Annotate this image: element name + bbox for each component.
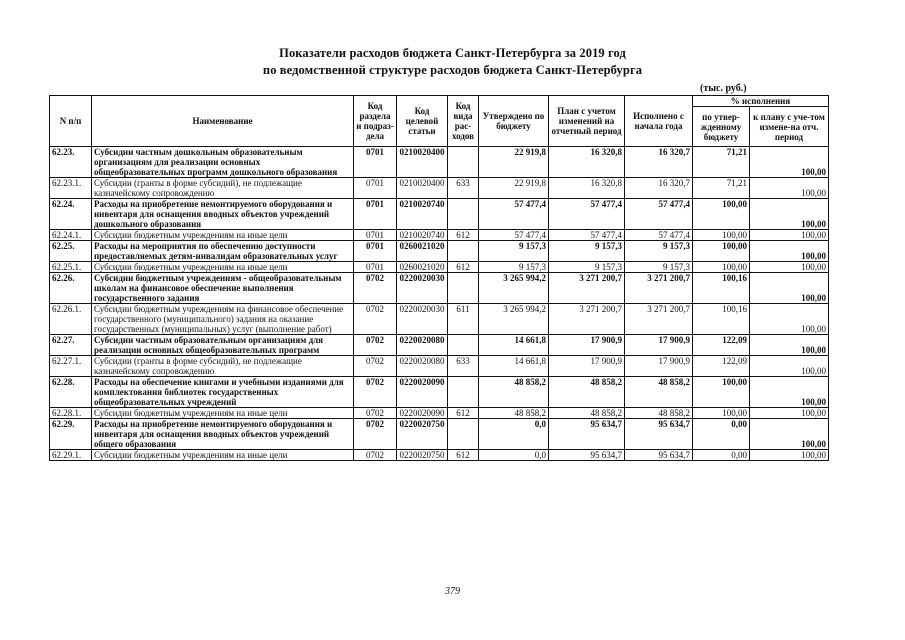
- row-section-code: 0701: [354, 178, 397, 199]
- row-plan: 17 900,9: [549, 335, 625, 356]
- row-executed: 9 157,3: [625, 241, 693, 262]
- row-section-code: 0702: [354, 273, 397, 304]
- row-target-code: 0220020080: [397, 335, 448, 356]
- row-approved: 48 858,2: [479, 377, 549, 408]
- row-approved: 14 661,8: [479, 335, 549, 356]
- row-target-code: 0220020750: [397, 450, 448, 461]
- budget-table: [49, 95, 829, 461]
- row-executed: 16 320,7: [625, 178, 693, 199]
- row-name: Расходы на мероприятия по обеспечению доступности предоставляемых детям-инвалидам образовательных услуг: [92, 241, 354, 262]
- header-pct-approved: по утвер-жденному бюджету: [693, 107, 750, 147]
- row-number: 62.24.1.: [50, 230, 92, 241]
- row-pct-approved: 100,16: [693, 273, 750, 304]
- row-approved: 57 477,4: [479, 230, 549, 241]
- row-pct-approved: 71,21: [693, 147, 750, 178]
- row-plan: 3 271 200,7: [549, 273, 625, 304]
- row-section-code: 0702: [354, 419, 397, 450]
- row-executed: 16 320,7: [625, 147, 693, 178]
- row-plan: 95 634,7: [549, 419, 625, 450]
- row-approved: 0,0: [479, 419, 549, 450]
- row-pct-approved: 100,00: [693, 199, 750, 230]
- units-label: (тыс. руб.): [700, 83, 747, 94]
- row-target-code: 0260021020: [397, 262, 448, 273]
- row-section-code: 0702: [354, 335, 397, 356]
- row-plan: 95 634,7: [549, 450, 625, 461]
- row-type-code: [448, 241, 479, 262]
- row-pct-plan: 100,00: [750, 419, 829, 450]
- row-plan: 16 320,8: [549, 178, 625, 199]
- page-number: 379: [445, 586, 460, 597]
- report-title-line-2: по ведомственной структуре расходов бюджета Санкт-Петербурга: [262, 63, 643, 77]
- row-pct-approved: 122,09: [693, 335, 750, 356]
- row-type-code: [448, 377, 479, 408]
- row-section-code: 0702: [354, 377, 397, 408]
- row-pct-plan: 100,00: [750, 335, 829, 356]
- row-pct-approved: 100,00: [693, 262, 750, 273]
- row-target-code: 0220020090: [397, 377, 448, 408]
- table-row: [50, 273, 829, 304]
- table-row: [50, 450, 829, 461]
- row-executed: 95 634,7: [625, 450, 693, 461]
- row-number: 62.24.: [50, 199, 92, 230]
- row-number: 62.25.1.: [50, 262, 92, 273]
- table-row: [50, 147, 829, 178]
- row-target-code: 0220020080: [397, 356, 448, 377]
- row-approved: 9 157,3: [479, 241, 549, 262]
- row-target-code: 0220020030: [397, 304, 448, 335]
- row-plan: 9 157,3: [549, 262, 625, 273]
- row-executed: 95 634,7: [625, 419, 693, 450]
- row-number: 62.27.1.: [50, 356, 92, 377]
- row-section-code: 0701: [354, 230, 397, 241]
- row-name: Расходы на обеспечение книгами и учебными изданиями для комплектования библиотек государственных общеобразовательных учреждений: [92, 377, 354, 408]
- row-plan: 9 157,3: [549, 241, 625, 262]
- row-pct-plan: 100,00: [750, 262, 829, 273]
- row-target-code: 0220020750: [397, 419, 448, 450]
- row-executed: 17 900,9: [625, 335, 693, 356]
- table-row: [50, 241, 829, 262]
- row-plan: 57 477,4: [549, 199, 625, 230]
- table-body: [50, 147, 829, 461]
- row-target-code: 0210020400: [397, 147, 448, 178]
- row-name: Субсидии бюджетным учреждениям на финансовое обеспечение государственного (муниципального) задания на оказание государственных (муниципальных) услуг (выполнение работ): [92, 304, 354, 335]
- row-executed: 57 477,4: [625, 230, 693, 241]
- row-pct-plan: 100,00: [750, 377, 829, 408]
- row-section-code: 0701: [354, 241, 397, 262]
- table-row: [50, 377, 829, 408]
- row-target-code: 0210020400: [397, 178, 448, 199]
- row-approved: 57 477,4: [479, 199, 549, 230]
- table-row: [50, 230, 829, 241]
- row-executed: 48 858,2: [625, 408, 693, 419]
- row-name: Субсидии бюджетным учреждениям на иные цели: [92, 450, 354, 461]
- header-percent: % исполнения: [693, 96, 829, 107]
- header-pct-plan: к плану с уче-том измене-на отч. период: [750, 107, 829, 147]
- row-approved: 14 661,8: [479, 356, 549, 377]
- row-plan: 48 858,2: [549, 377, 625, 408]
- table-row: [50, 262, 829, 273]
- row-section-code: 0702: [354, 356, 397, 377]
- row-number: 62.26.: [50, 273, 92, 304]
- row-target-code: 0220020030: [397, 273, 448, 304]
- table-row: [50, 178, 829, 199]
- row-pct-approved: 0,00: [693, 419, 750, 450]
- row-pct-plan: 100,00: [750, 408, 829, 419]
- row-pct-approved: 100,00: [693, 241, 750, 262]
- row-number: 62.23.1.: [50, 178, 92, 199]
- row-target-code: 0210020740: [397, 230, 448, 241]
- row-executed: 3 271 200,7: [625, 304, 693, 335]
- row-section-code: 0702: [354, 450, 397, 461]
- row-number: 62.29.1.: [50, 450, 92, 461]
- header-target: Код целевой статьи: [397, 96, 448, 147]
- row-pct-plan: 100,00: [750, 356, 829, 377]
- row-plan: 3 271 200,7: [549, 304, 625, 335]
- row-executed: 17 900,9: [625, 356, 693, 377]
- row-pct-plan: 100,00: [750, 241, 829, 262]
- header-type: Код вида рас-ходов: [448, 96, 479, 147]
- row-pct-approved: 100,16: [693, 304, 750, 335]
- row-section-code: 0701: [354, 262, 397, 273]
- row-number: 62.28.: [50, 377, 92, 408]
- row-plan: 16 320,8: [549, 147, 625, 178]
- row-name: Субсидии (гранты в форме субсидий), не подлежащие казначейскому сопровождению: [92, 178, 354, 199]
- row-pct-plan: 100,00: [750, 199, 829, 230]
- row-pct-plan: 100,00: [750, 273, 829, 304]
- row-number: 62.27.: [50, 335, 92, 356]
- row-section-code: 0702: [354, 408, 397, 419]
- row-target-code: 0210020740: [397, 199, 448, 230]
- row-type-code: 612: [448, 450, 479, 461]
- row-pct-approved: 71,21: [693, 178, 750, 199]
- row-pct-approved: 122,09: [693, 356, 750, 377]
- table-row: [50, 419, 829, 450]
- row-number: 62.25.: [50, 241, 92, 262]
- row-plan: 48 858,2: [549, 408, 625, 419]
- table-row: [50, 356, 829, 377]
- row-pct-approved: 100,00: [693, 230, 750, 241]
- row-executed: 48 858,2: [625, 377, 693, 408]
- row-type-code: 612: [448, 230, 479, 241]
- row-approved: 22 919,8: [479, 147, 549, 178]
- row-section-code: 0702: [354, 304, 397, 335]
- table-row: [50, 304, 829, 335]
- row-target-code: 0220020090: [397, 408, 448, 419]
- row-executed: 9 157,3: [625, 262, 693, 273]
- row-pct-approved: 0,00: [693, 450, 750, 461]
- row-type-code: [448, 273, 479, 304]
- row-name: Субсидии бюджетным учреждениям на иные цели: [92, 408, 354, 419]
- row-pct-plan: 100,00: [750, 304, 829, 335]
- header-approved: Утверждено по бюджету: [479, 96, 549, 147]
- table-row: [50, 408, 829, 419]
- row-executed: 3 271 200,7: [625, 273, 693, 304]
- row-pct-plan: 100,00: [750, 147, 829, 178]
- row-name: Субсидии частным дошкольным образовательным организациям для реализации основных общеобразовательных программ дошкольного образования: [92, 147, 354, 178]
- row-pct-plan: 100,00: [750, 450, 829, 461]
- row-section-code: 0701: [354, 147, 397, 178]
- row-plan: 17 900,9: [549, 356, 625, 377]
- header-name: Наименование: [92, 96, 354, 147]
- row-name: Субсидии бюджетным учреждениям на иные цели: [92, 230, 354, 241]
- row-name: Субсидии частным образовательным организациям для реализации основных общеобразовательных программ: [92, 335, 354, 356]
- row-type-code: 612: [448, 408, 479, 419]
- report-title-line-1: Показатели расходов бюджета Санкт-Петербурга за 2019 год: [279, 46, 626, 60]
- row-pct-approved: 100,00: [693, 377, 750, 408]
- row-type-code: 612: [448, 262, 479, 273]
- row-type-code: [448, 199, 479, 230]
- row-approved: 9 157,3: [479, 262, 549, 273]
- row-type-code: 633: [448, 178, 479, 199]
- header-executed: Исполнено с начала года: [625, 96, 693, 147]
- row-type-code: [448, 335, 479, 356]
- row-number: 62.28.1.: [50, 408, 92, 419]
- row-pct-plan: 100,00: [750, 230, 829, 241]
- row-approved: 3 265 994,2: [479, 273, 549, 304]
- row-name: Расходы на приобретение немонтируемого оборудования и инвентаря для оснащения вводных объектов учреждений общего образования: [92, 419, 354, 450]
- row-type-code: 633: [448, 356, 479, 377]
- table-row: [50, 199, 829, 230]
- table-row: [50, 335, 829, 356]
- row-section-code: 0701: [354, 199, 397, 230]
- row-target-code: 0260021020: [397, 241, 448, 262]
- row-number: 62.23.: [50, 147, 92, 178]
- row-pct-approved: 100,00: [693, 408, 750, 419]
- row-executed: 57 477,4: [625, 199, 693, 230]
- header-plan: План с учетом изменений на отчетный период: [549, 96, 625, 147]
- row-type-code: 611: [448, 304, 479, 335]
- row-approved: 22 919,8: [479, 178, 549, 199]
- row-type-code: [448, 147, 479, 178]
- row-number: 62.29.: [50, 419, 92, 450]
- row-approved: 3 265 994,2: [479, 304, 549, 335]
- row-name: Расходы на приобретение немонтируемого оборудования и инвентаря для оснащения вводных объектов учреждений дошкольного образования: [92, 199, 354, 230]
- row-name: Субсидии бюджетным учреждениям на иные цели: [92, 262, 354, 273]
- row-approved: 0,0: [479, 450, 549, 461]
- row-type-code: [448, 419, 479, 450]
- row-pct-plan: 100,00: [750, 178, 829, 199]
- row-name: Субсидии (гранты в форме субсидий), не подлежащие казначейскому сопровождению: [92, 356, 354, 377]
- row-approved: 48 858,2: [479, 408, 549, 419]
- row-plan: 57 477,4: [549, 230, 625, 241]
- header-section: Код раздела и подраз-дела: [354, 96, 397, 147]
- row-name: Субсидии бюджетным учреждениям - общеобразовательным школам на финансовое обеспечение выполнения государственного задания: [92, 273, 354, 304]
- header-num: N п/п: [50, 96, 92, 147]
- row-number: 62.26.1.: [50, 304, 92, 335]
